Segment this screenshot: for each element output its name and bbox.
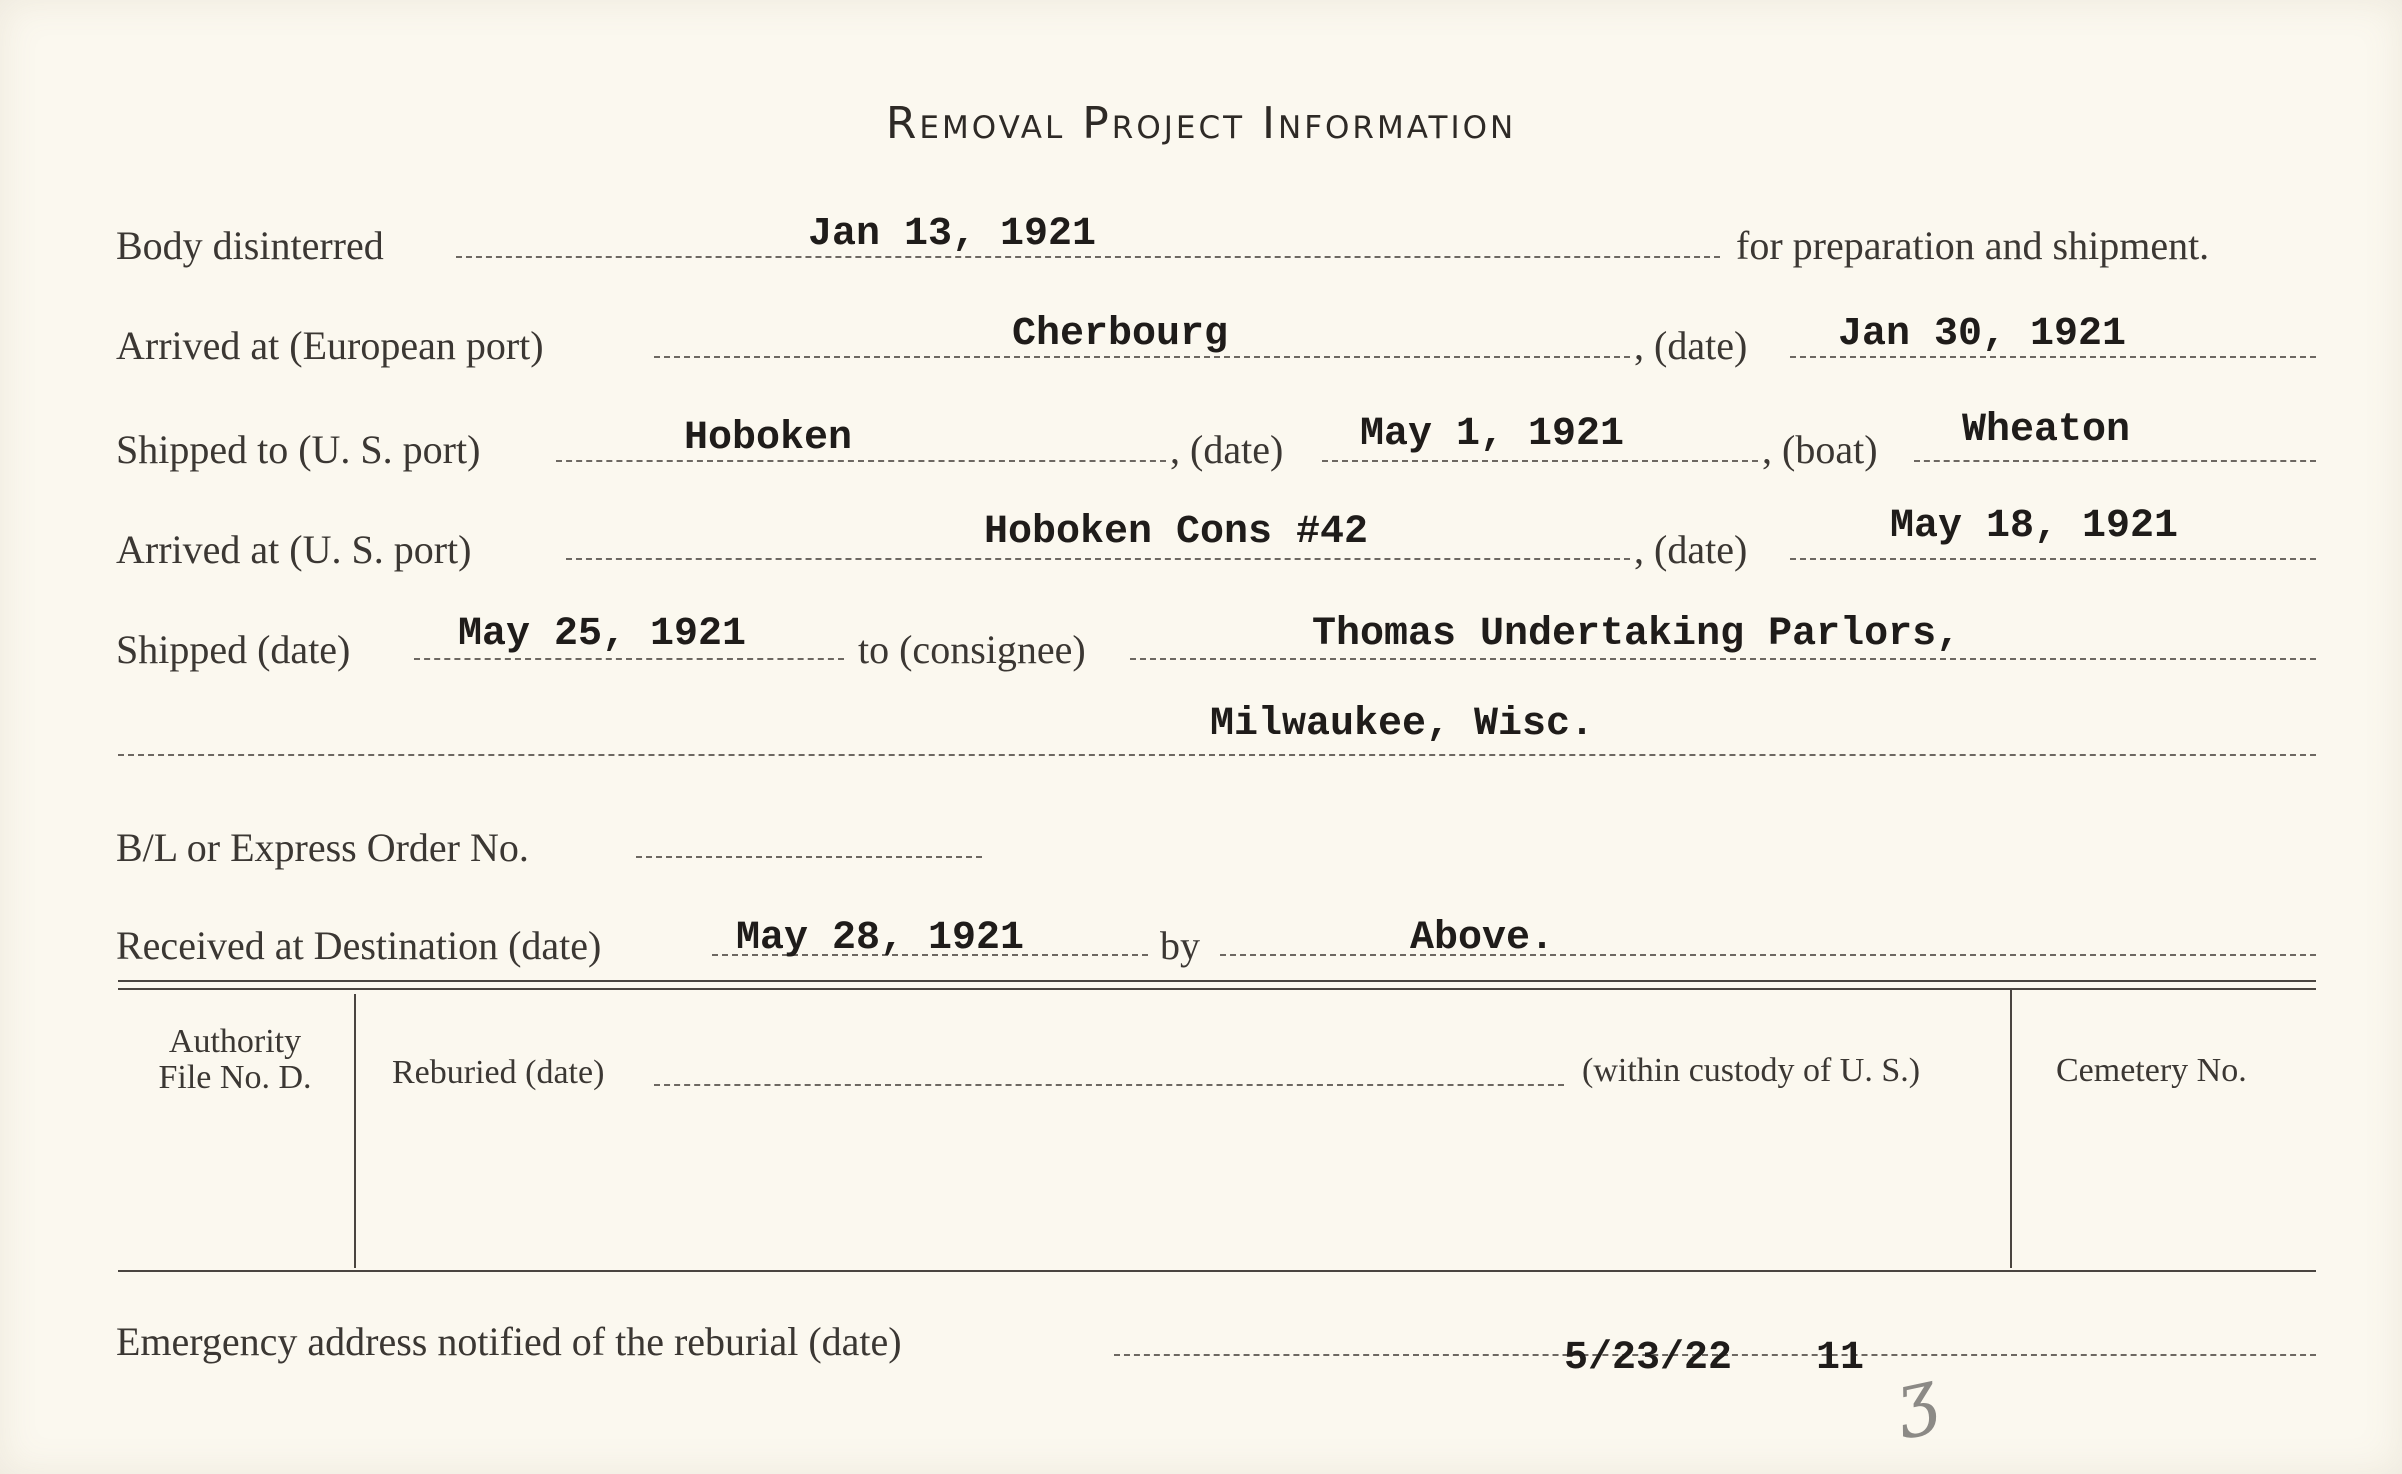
table-divider-right <box>2010 990 2012 1268</box>
authority-header <box>130 1024 340 1096</box>
shipped-date-label: Shipped (date) <box>116 627 351 672</box>
custody-label: (within custody of U. S.) <box>1582 1052 1921 1089</box>
pencil-mark-icon: ʒ <box>1887 1352 1944 1442</box>
us-arrived-date-label: , (date) <box>1634 527 1748 572</box>
us-port-shipped-value: Hoboken <box>684 416 853 461</box>
european-date-label: , (date) <box>1634 323 1748 368</box>
received-by-line <box>1220 954 2316 956</box>
european-date-value: Jan 30, 1921 <box>1838 312 2127 357</box>
boat-value: Wheaton <box>1962 408 2131 453</box>
received-label: Received at Destination (date) <box>116 923 602 968</box>
bl-line <box>636 856 982 858</box>
disinterred-date: Jan 13, 1921 <box>808 212 1097 257</box>
us-shipped-date-line <box>1322 460 1758 462</box>
cemetery-label: Cemetery No. <box>2056 1052 2247 1089</box>
card-title: Removal Project Information <box>885 98 1517 149</box>
table-top-rule <box>118 980 2316 982</box>
disinterred-suffix: for preparation and shipment. <box>1736 223 2210 268</box>
authority-line1: Authority <box>168 1023 302 1060</box>
us-arrived-date-value: May 18, 1921 <box>1890 504 2179 549</box>
us-port-shipped-label: Shipped to (U. S. port) <box>116 427 481 472</box>
consignee-value-line2: Milwaukee, Wisc. <box>1210 702 1595 747</box>
emergency-label: Emergency address notified of the reburial (date) <box>116 1319 902 1364</box>
us-arrived-date-line <box>1790 558 2316 560</box>
table-divider-left <box>354 994 356 1268</box>
reburied-label: Reburied (date) <box>392 1054 605 1091</box>
bl-label: B/L or Express Order No. <box>116 825 529 870</box>
authority-line2: File No. D. <box>158 1059 312 1096</box>
reburied-line <box>654 1084 1564 1086</box>
emergency-code-value: 11 <box>1816 1336 1865 1381</box>
consignee-value-line1: Thomas Undertaking Parlors, <box>1312 612 1961 657</box>
us-port-arrived-value: Hoboken Cons #42 <box>984 510 1369 555</box>
us-port-arrived-label: Arrived at (U. S. port) <box>116 527 472 572</box>
consignee-line <box>1130 658 2316 660</box>
boat-label: , (boat) <box>1762 427 1878 472</box>
table-top-rule-2 <box>118 988 2316 990</box>
consignee-label: to (consignee) <box>858 627 1086 672</box>
received-by-label: by <box>1160 923 1200 968</box>
received-date-value: May 28, 1921 <box>736 916 1025 961</box>
disinterred-label: Body disinterred <box>116 223 384 268</box>
european-port-label: Arrived at (European port) <box>116 323 544 368</box>
consignee-line-2 <box>118 754 2316 756</box>
boat-line <box>1914 460 2316 462</box>
us-shipped-date-label: , (date) <box>1170 427 1284 472</box>
emergency-date-value: 5/23/22 <box>1564 1336 1733 1381</box>
us-port-shipped-line <box>556 460 1166 462</box>
shipped-date-line <box>414 658 844 660</box>
european-port-value: Cherbourg <box>1012 312 1229 357</box>
received-by-value: Above. <box>1410 916 1555 961</box>
us-shipped-date-value: May 1, 1921 <box>1360 412 1625 457</box>
us-port-arrived-line <box>566 558 1630 560</box>
table-bottom-rule <box>118 1270 2316 1272</box>
shipped-date-value: May 25, 1921 <box>458 612 747 657</box>
